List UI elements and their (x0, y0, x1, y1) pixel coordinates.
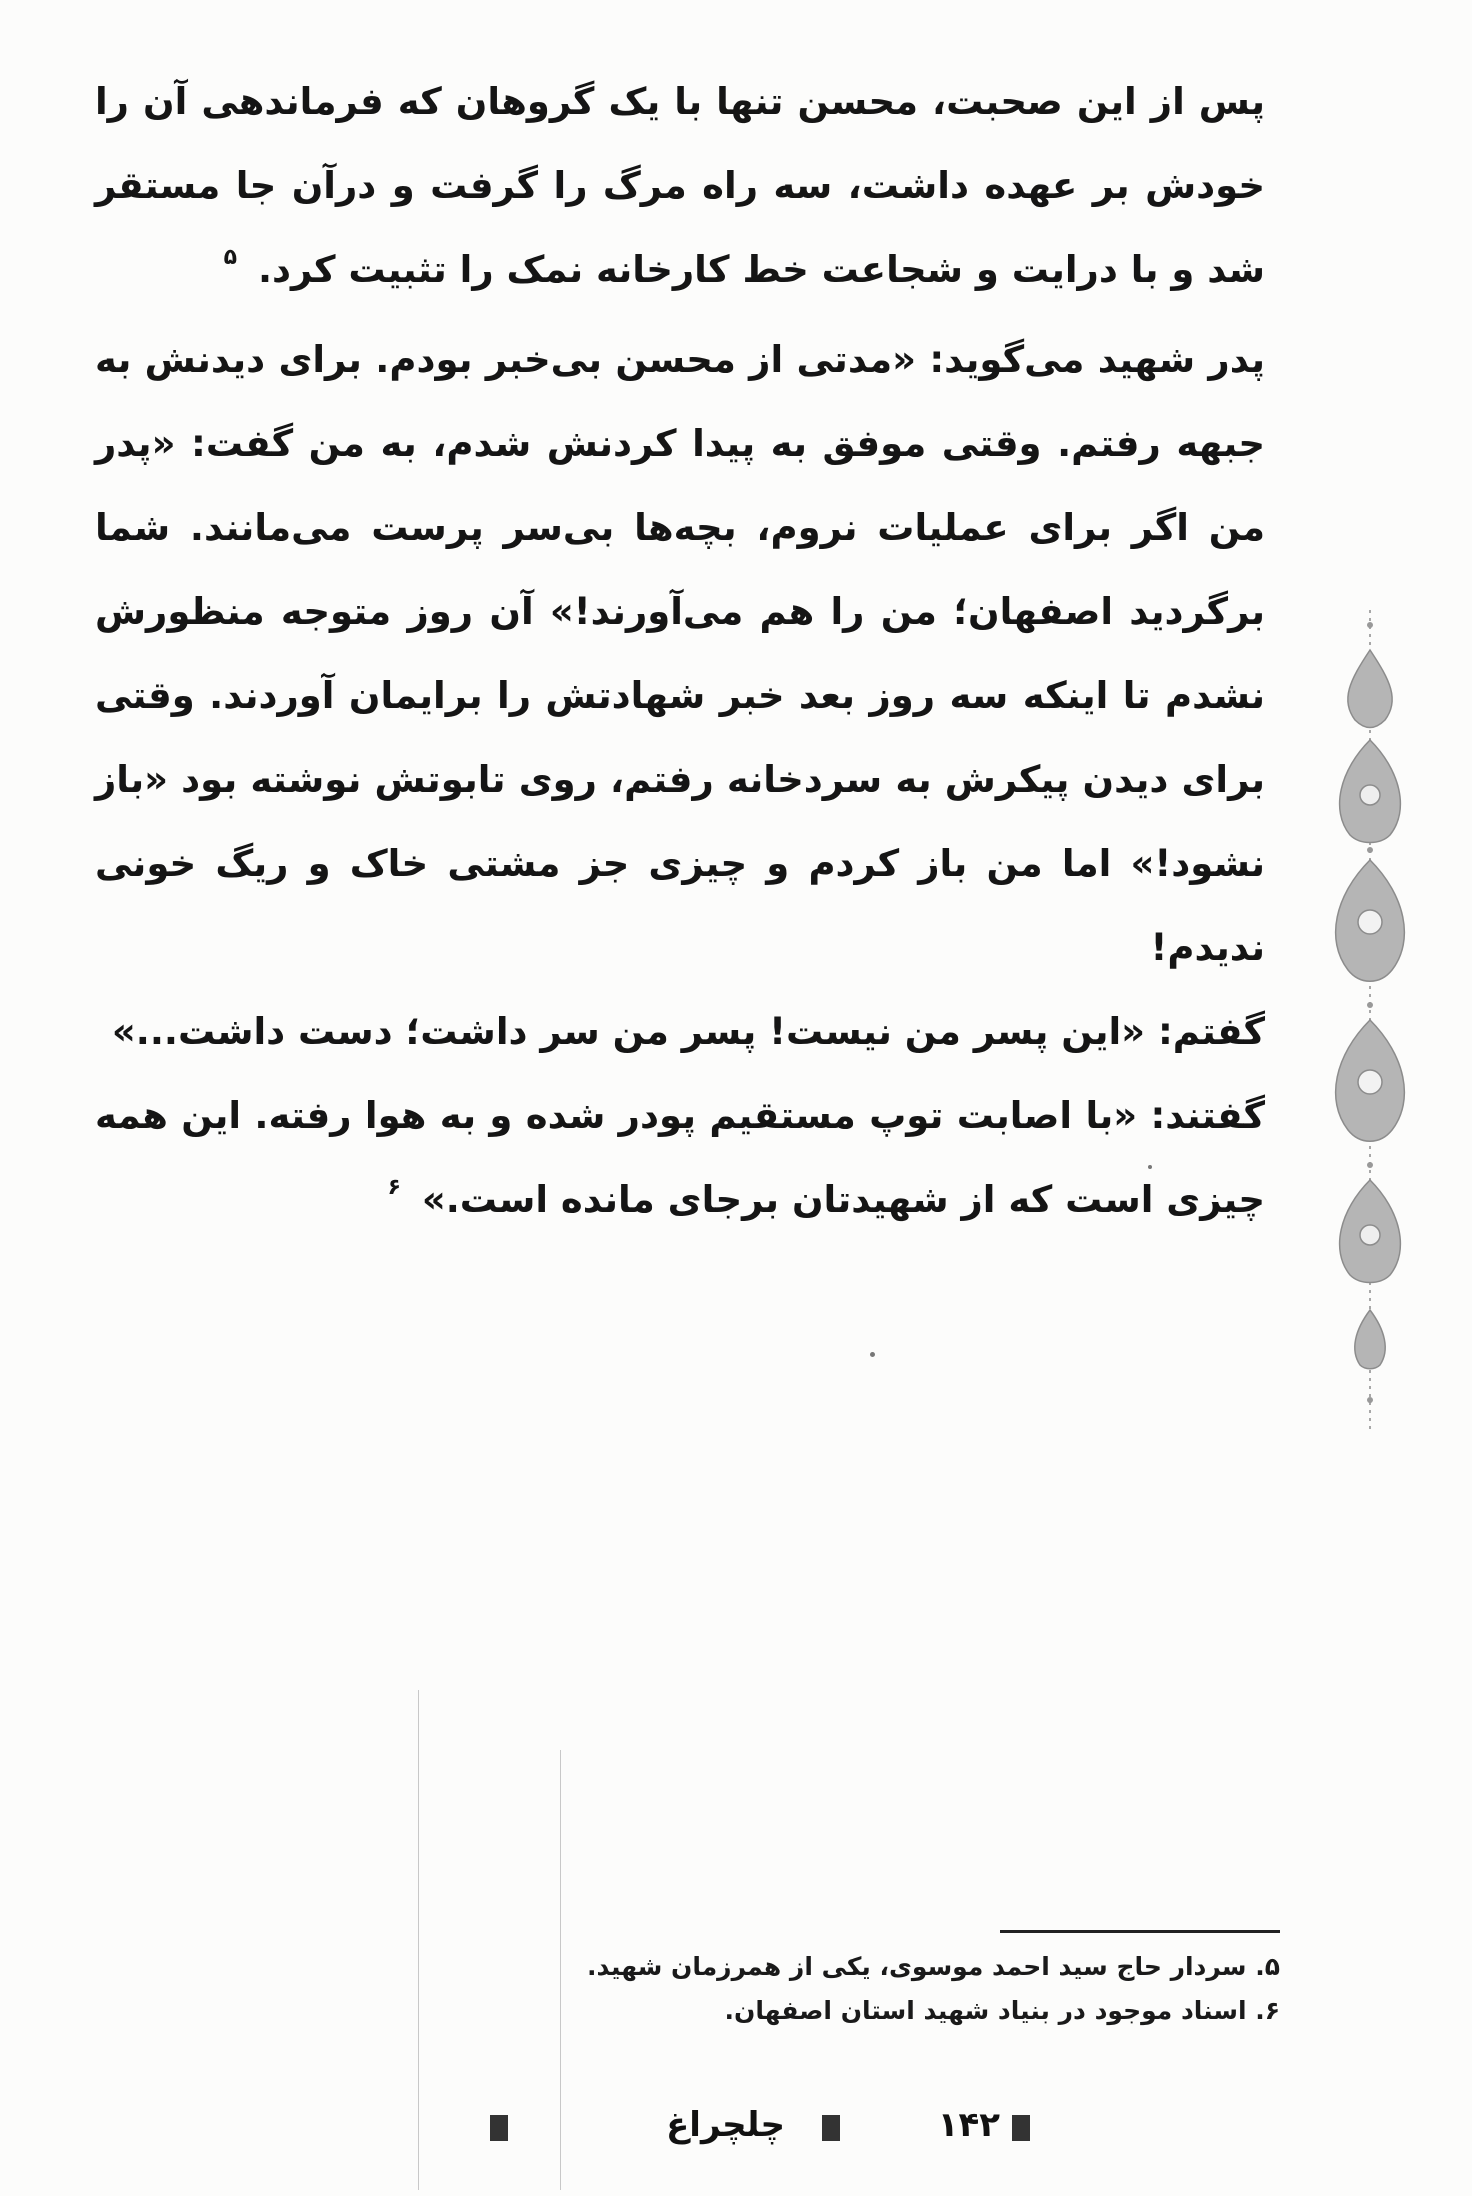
footnote-6: ۶. اسناد موجود در بنیاد شهید استان اصفهان. (724, 1996, 1280, 2025)
book-title: چلچراغ (666, 2105, 785, 2145)
paragraph-2: پدر شهید می‌گوید: «مدتی از محسن بی‌خبر بودم. برای دیدنش به جبهه رفتم. وقتی موفق به پیدا کردنش شدم، به من گفت: «پدر من اگر برای عملیات نروم، بچه‌ها بی‌سر پرست می‌مانند. شما برگردید اصفهان؛ من را هم می‌آورند!» آن روز متوجه منظورش نشدم تا اینکه سه روز بعد خبر شهادتش را برایمان آوردند. وقتی برای دیدن پیکرش به سردخانه رفتم، روی تابوتش نوشته بود «باز نشود!» اما من باز کردم و چیزی جز مشتی خاک و ریگ خونی ندیدم! (95, 338, 1265, 969)
footnote-ref-5[interactable]: ۵ (223, 245, 238, 270)
footnote-5: ۵. سردار حاج سید احمد موسوی، یکی از همرزمان شهید. (587, 1952, 1280, 1981)
body-text (95, 60, 1265, 1248)
footer-square-icon (1012, 2115, 1030, 2141)
page-number: ۱۴۲ (937, 2105, 1000, 2145)
footer-square-icon (490, 2115, 508, 2141)
scan-speck (870, 1352, 875, 1357)
page-footer (470, 2105, 1030, 2155)
paragraph-1: پس از این صحبت، محسن تنها با یک گروهان که فرماندهی آن را خودش بر عهده داشت، سه راه مرگ را گرفت و درآن جا مستقر شد و با درایت و شجاعت خط کارخانه نمک را تثبیت کرد. $^۵$ (95, 80, 1265, 291)
paragraph-3: گفتم: «این پسر من نیست! پسر من سر داشت؛ دست داشت...» (111, 1010, 1265, 1053)
scan-speck (1148, 1165, 1152, 1169)
scan-artifact-line (560, 1750, 561, 2190)
footer-square-icon (822, 2115, 840, 2141)
footnotes (500, 1945, 1280, 2033)
scan-artifact-line (418, 1690, 419, 2190)
footnote-ref-6[interactable]: ۶ (387, 1175, 401, 1200)
paragraph-4: گفتند: «با اصابت توپ مستقیم پودر شده و به هوا رفته. این همه چیزی است که از شهیدتان برجای مانده است.» $^۶$ (95, 1094, 1265, 1221)
floral-border-icon (1320, 610, 1420, 1430)
footnote-divider (1000, 1930, 1280, 1933)
